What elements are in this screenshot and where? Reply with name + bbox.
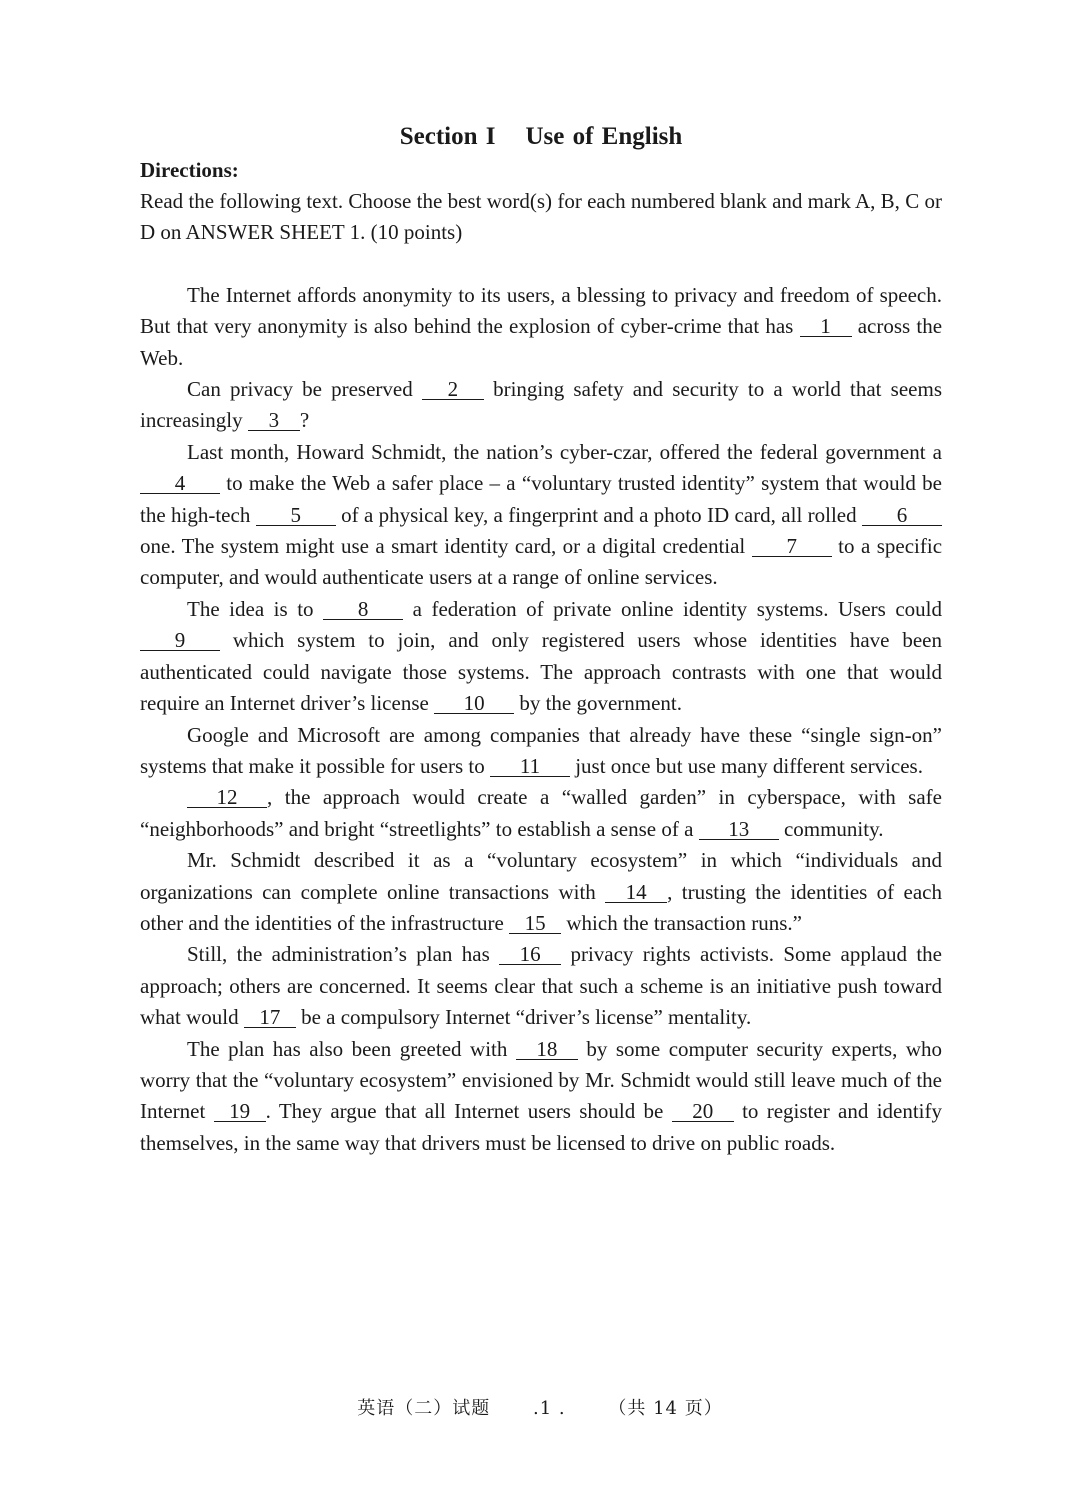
passage-text: Can privacy be preserved (187, 377, 413, 402)
page-footer (0, 1395, 1080, 1423)
directions-text: Read the following text. Choose the best word(s) for each numbered blank and mark A, B, C or D on ANSWER SHEET 1. (10 points) (140, 189, 942, 245)
blank-7: 7 (752, 536, 832, 557)
paragraph-5 (140, 720, 942, 783)
blank-16: 16 (499, 944, 561, 965)
passage-text: a federation of private online identity systems. Users could (412, 596, 942, 621)
footer-page-number: .1 . (533, 1398, 566, 1419)
footer-total-pages: （共 14 页） (608, 1398, 723, 1419)
paragraph-8 (140, 939, 942, 1033)
section-number: Section I (399, 123, 496, 150)
passage-text: Google and Microsoft are among companies that already have these “single sign-on” systems that make it possible for users to (140, 722, 942, 778)
paragraph-1 (140, 280, 942, 374)
section-title (140, 118, 942, 156)
blank-6: 6 (862, 505, 942, 526)
passage-text: Last month, Howard Schmidt, the nation’s cyber-czar, offered the federal government a (187, 439, 942, 464)
passage-text: ? (299, 408, 310, 433)
blank-2: 2 (422, 379, 484, 400)
passage-text: bringing safety and security to a world that seems increasingly (140, 377, 942, 433)
blank-3: 3 (248, 410, 300, 431)
passage (140, 280, 942, 1159)
blank-11: 11 (490, 756, 570, 777)
blank-5: 5 (256, 505, 336, 526)
passage-text: The plan has also been greeted with (187, 1036, 508, 1061)
paragraph-3 (140, 437, 942, 594)
passage-text: to make the Web a safer place – a “voluntary trusted identity” system that would be the high-tech (140, 471, 943, 527)
paragraph-7 (140, 845, 942, 939)
passage-text: , the approach would create a “walled garden” in cyberspace, with safe “neighborhoods” and bright “streetlights” to establish a sense of a (140, 785, 942, 841)
section-name: Use of English (525, 123, 683, 150)
directions-label: Directions: (140, 158, 239, 182)
passage-text: be a compulsory Internet “driver’s license” mentality. (301, 1005, 752, 1030)
blank-13: 13 (699, 819, 779, 840)
blank-12: 12 (187, 787, 267, 808)
passage-text: The idea is to (187, 596, 314, 621)
passage-text: of a physical key, a fingerprint and a photo ID card, all rolled (341, 502, 857, 527)
blank-14: 14 (605, 882, 667, 903)
blank-8: 8 (323, 599, 403, 620)
passage-text: which system to join, and only registered users whose identities have been authenticated could navigate those systems. The approach contrasts with one that would require an Internet driver’s license (140, 628, 942, 716)
paragraph-2 (140, 374, 942, 437)
blank-19: 19 (214, 1101, 266, 1122)
paragraph-6 (140, 782, 942, 845)
footer-subject: 英语（二）试题 (357, 1398, 491, 1419)
passage-text: privacy rights activists. Some applaud the approach; others are concerned. It seems clear that such a scheme is an initiative push toward what would (140, 942, 943, 1030)
blank-20: 20 (672, 1101, 734, 1122)
passage-text: The Internet affords anonymity to its users, a blessing to privacy and freedom of speech. But that very anonymity is also behind the explosion of cyber-crime that has (140, 282, 942, 339)
passage-text: which the transaction runs.” (566, 910, 802, 935)
blank-9: 9 (140, 630, 220, 651)
passage-text: by some computer security experts, who worry that the “voluntary ecosystem” envisioned by Mr. Schmidt would still leave much of the Internet (140, 1036, 943, 1124)
passage-text: Mr. Schmidt described it as a “voluntary ecosystem” in which “individuals and organizations can complete online transactions with (140, 848, 942, 904)
passage-text: Still, the administration’s plan has (187, 942, 490, 967)
blank-4: 4 (140, 473, 220, 494)
blank-1: 1 (800, 316, 852, 337)
blank-15: 15 (509, 913, 561, 934)
passage-text: one. The system might use a smart identity card, or a digital credential (140, 534, 746, 559)
exam-page (140, 118, 942, 1159)
passage-text: . They argue that all Internet users should be (265, 1099, 664, 1124)
passage-text: just once but use many different services. (575, 753, 923, 778)
passage-text: community. (783, 816, 884, 841)
blank-10: 10 (434, 693, 514, 714)
blank-17: 17 (244, 1007, 296, 1028)
paragraph-9 (140, 1034, 942, 1160)
passage-text: to register and identify themselves, in the same way that drivers must be licensed to drive on public roads. (140, 1099, 943, 1155)
paragraph-4 (140, 594, 942, 720)
passage-text: across the Web. (140, 314, 943, 370)
passage-text: to a specific computer, and would authenticate users at a range of online services. (140, 534, 943, 590)
passage-text: by the government. (519, 691, 683, 716)
blank-18: 18 (516, 1039, 578, 1060)
passage-text: , trusting the identities of each other and the identities of the infrastructure (140, 879, 942, 935)
